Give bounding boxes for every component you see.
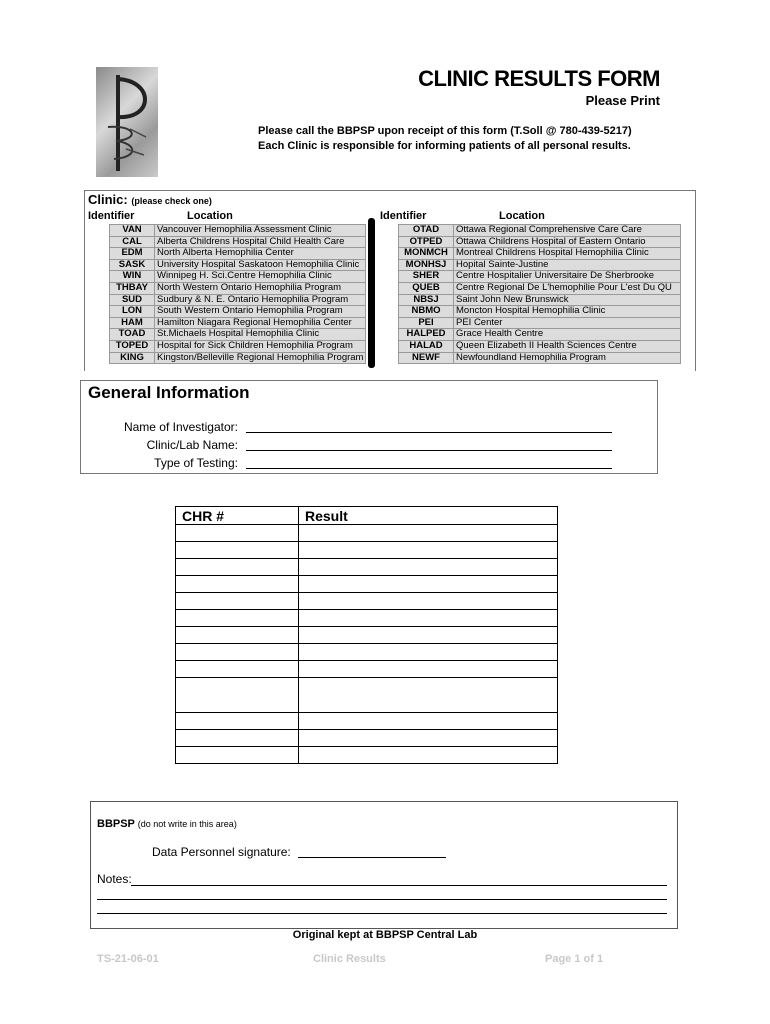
clinic-identifier: TOAD	[110, 329, 155, 341]
clinic-identifier: VAN	[110, 225, 155, 237]
table-row	[176, 644, 558, 661]
table-row	[176, 610, 558, 627]
chr-cell[interactable]	[176, 627, 299, 644]
clinic-option-right[interactable]	[399, 225, 681, 237]
chr-cell[interactable]	[176, 576, 299, 593]
clinic-option-right[interactable]	[399, 259, 681, 271]
clinic-option-right[interactable]	[399, 306, 681, 318]
chr-cell[interactable]	[176, 678, 299, 713]
clinic-location: Newfoundland Hemophilia Program	[454, 352, 681, 364]
general-information-title: General Information	[88, 383, 250, 402]
table-row	[176, 593, 558, 610]
clinic-location: North Alberta Hemophilia Center	[155, 248, 366, 260]
chr-cell[interactable]	[176, 730, 299, 747]
clinic-identifier: NBMO	[399, 306, 454, 318]
chr-cell[interactable]	[176, 610, 299, 627]
clinic-option-left[interactable]	[110, 259, 366, 271]
notes-line[interactable]	[97, 912, 667, 914]
clinic-option-right[interactable]	[399, 282, 681, 294]
form-title: CLINIC RESULTS FORM	[418, 66, 660, 91]
form-subtitle: Please Print	[585, 93, 660, 108]
clinic-option-left[interactable]	[110, 282, 366, 294]
clinic-location: South Western Ontario Hemophilia Program	[155, 306, 366, 318]
notes-line[interactable]	[131, 884, 667, 886]
footer-doc-id: TS-21-06-01	[97, 953, 159, 965]
result-cell[interactable]	[299, 661, 558, 678]
table-row	[176, 730, 558, 747]
clinic-option-left[interactable]	[110, 340, 366, 352]
result-cell[interactable]	[299, 713, 558, 730]
bbpsp-logo-icon	[96, 67, 158, 177]
clinic-option-left[interactable]	[110, 352, 366, 364]
bbpsp-note: (do not write in this area)	[137, 819, 237, 829]
result-cell[interactable]	[299, 730, 558, 747]
notice-line-2: Each Clinic is responsible for informing patients of all personal results.	[258, 140, 631, 152]
clinic-option-right[interactable]	[399, 248, 681, 260]
notes-label: Notes:	[97, 872, 132, 886]
clinic-location: Ottawa Regional Comprehensive Care Care	[454, 225, 681, 237]
clinic-identifier: CAL	[110, 236, 155, 248]
clinic-identifier: TOPED	[110, 340, 155, 352]
clinic-heading	[88, 192, 212, 207]
clinic-lab-field[interactable]	[246, 438, 612, 451]
clinic-identifier: QUEB	[399, 282, 454, 294]
table-row	[176, 713, 558, 730]
clinic-location: Winnipeg H. Sci.Centre Hemophilia Clinic	[155, 271, 366, 283]
right-identifier-header: Identifier	[380, 210, 427, 222]
chr-cell[interactable]	[176, 525, 299, 542]
clinic-identifier: OTAD	[399, 225, 454, 237]
clinic-location: Moncton Hospital Hemophilia Clinic	[454, 306, 681, 318]
chr-cell[interactable]	[176, 747, 299, 764]
clinic-identifier: KING	[110, 352, 155, 364]
result-column-header: Result	[299, 507, 558, 525]
table-row	[176, 747, 558, 764]
result-cell[interactable]	[299, 747, 558, 764]
clinic-identifier: SHER	[399, 271, 454, 283]
clinic-identifier: NEWF	[399, 352, 454, 364]
clinic-identifier: PEI	[399, 317, 454, 329]
clinic-option-left[interactable]	[110, 271, 366, 283]
clinic-option-left[interactable]	[110, 329, 366, 341]
clinic-identifier: OTPED	[399, 236, 454, 248]
notes-line[interactable]	[97, 898, 667, 900]
clinic-location: University Hospital Saskatoon Hemophilia Clinic	[155, 259, 366, 271]
chr-cell[interactable]	[176, 542, 299, 559]
result-cell[interactable]	[299, 644, 558, 661]
result-cell[interactable]	[299, 576, 558, 593]
clinic-option-right[interactable]	[399, 271, 681, 283]
clinic-option-left[interactable]	[110, 225, 366, 237]
right-location-header: Location	[499, 210, 545, 222]
chr-cell[interactable]	[176, 593, 299, 610]
clinic-location: PEI Center	[454, 317, 681, 329]
clinic-option-right[interactable]	[399, 329, 681, 341]
clinic-location: Vancouver Hemophilia Assessment Clinic	[155, 225, 366, 237]
signature-label: Data Personnel signature:	[152, 845, 291, 859]
clinic-location: Sudbury & N. E. Ontario Hemophilia Program	[155, 294, 366, 306]
clinic-option-left[interactable]	[110, 248, 366, 260]
clinic-location: Queen Elizabeth II Health Sciences Centre	[454, 340, 681, 352]
signature-field[interactable]	[298, 845, 446, 858]
clinic-identifier: HALPED	[399, 329, 454, 341]
results-table	[175, 506, 558, 764]
footer-page: Page 1 of 1	[545, 953, 604, 965]
clinic-identifier: SASK	[110, 259, 155, 271]
table-row	[176, 525, 558, 542]
original-kept-note: Original kept at BBPSP Central Lab	[292, 929, 478, 941]
table-row	[176, 661, 558, 678]
clinic-heading-note: (please check one)	[131, 196, 212, 206]
chr-column-header: CHR #	[176, 507, 299, 525]
clinic-identifier: LON	[110, 306, 155, 318]
investigator-field[interactable]	[246, 420, 612, 433]
clinic-option-left[interactable]	[110, 317, 366, 329]
clinic-option-right[interactable]	[399, 317, 681, 329]
table-row	[176, 678, 558, 713]
table-row	[176, 576, 558, 593]
left-identifier-header: Identifier	[88, 210, 135, 222]
testing-type-label: Type of Testing:	[154, 456, 238, 470]
clinic-option-left[interactable]	[110, 236, 366, 248]
notice-line-1: Please call the BBPSP upon receipt of this form (T.Soll @ 780-439-5217)	[258, 125, 632, 137]
clinic-identifier: HALAD	[399, 340, 454, 352]
left-location-header: Location	[187, 210, 233, 222]
investigator-label: Name of Investigator:	[123, 420, 238, 434]
chr-cell[interactable]	[176, 559, 299, 576]
clinic-option-right[interactable]	[399, 294, 681, 306]
chr-cell[interactable]	[176, 644, 299, 661]
clinic-table-right	[398, 224, 681, 364]
clinic-location: Hopital Sainte-Justine	[454, 259, 681, 271]
bbpsp-title: BBPSP	[97, 818, 135, 830]
chr-cell[interactable]	[176, 661, 299, 678]
bbpsp-heading	[97, 818, 237, 830]
clinic-option-left[interactable]	[110, 294, 366, 306]
clinic-location: Saint John New Brunswick	[454, 294, 681, 306]
clinic-location: Centre Hospitalier Universitaire De Sherbrooke	[454, 271, 681, 283]
clinic-identifier: THBAY	[110, 282, 155, 294]
clinic-identifier: SUD	[110, 294, 155, 306]
result-cell[interactable]	[299, 610, 558, 627]
clinic-location: Centre Regional De L'hemophilie Pour L'est Du QU	[454, 282, 681, 294]
testing-type-field[interactable]	[246, 456, 612, 469]
clinic-identifier: MONMCH	[399, 248, 454, 260]
clinic-location: Hamilton Niagara Regional Hemophilia Center	[155, 317, 366, 329]
table-row	[176, 542, 558, 559]
clinic-location: Montreal Childrens Hospital Hemophilia Clinic	[454, 248, 681, 260]
clinic-option-right[interactable]	[399, 236, 681, 248]
clinic-location: Alberta Childrens Hospital Child Health Care	[155, 236, 366, 248]
footer-doc-name: Clinic Results	[313, 953, 386, 965]
clinic-location: Ottawa Childrens Hospital of Eastern Ontario	[454, 236, 681, 248]
clinic-divider	[368, 218, 375, 368]
clinic-identifier: HAM	[110, 317, 155, 329]
clinic-location: St.Michaels Hospital Hemophilia Clinic	[155, 329, 366, 341]
table-row	[176, 559, 558, 576]
clinic-identifier: MONHSJ	[399, 259, 454, 271]
clinic-option-left[interactable]	[110, 306, 366, 318]
clinic-location: Kingston/Belleville Regional Hemophilia Program	[155, 352, 366, 364]
result-cell[interactable]	[299, 627, 558, 644]
clinic-identifier: EDM	[110, 248, 155, 260]
result-cell[interactable]	[299, 559, 558, 576]
clinic-heading-label: Clinic:	[88, 192, 128, 207]
clinic-location: Grace Health Centre	[454, 329, 681, 341]
clinic-identifier: NBSJ	[399, 294, 454, 306]
clinic-location: North Western Ontario Hemophilia Program	[155, 282, 366, 294]
clinic-location: Hospital for Sick Children Hemophilia Program	[155, 340, 366, 352]
clinic-identifier: WIN	[110, 271, 155, 283]
clinic-option-right[interactable]	[399, 352, 681, 364]
clinic-lab-label: Clinic/Lab Name:	[146, 438, 238, 452]
table-row	[176, 627, 558, 644]
result-cell[interactable]	[299, 678, 558, 713]
result-cell[interactable]	[299, 525, 558, 542]
clinic-option-right[interactable]	[399, 340, 681, 352]
clinic-table-left	[109, 224, 366, 364]
chr-cell[interactable]	[176, 713, 299, 730]
result-cell[interactable]	[299, 593, 558, 610]
result-cell[interactable]	[299, 542, 558, 559]
